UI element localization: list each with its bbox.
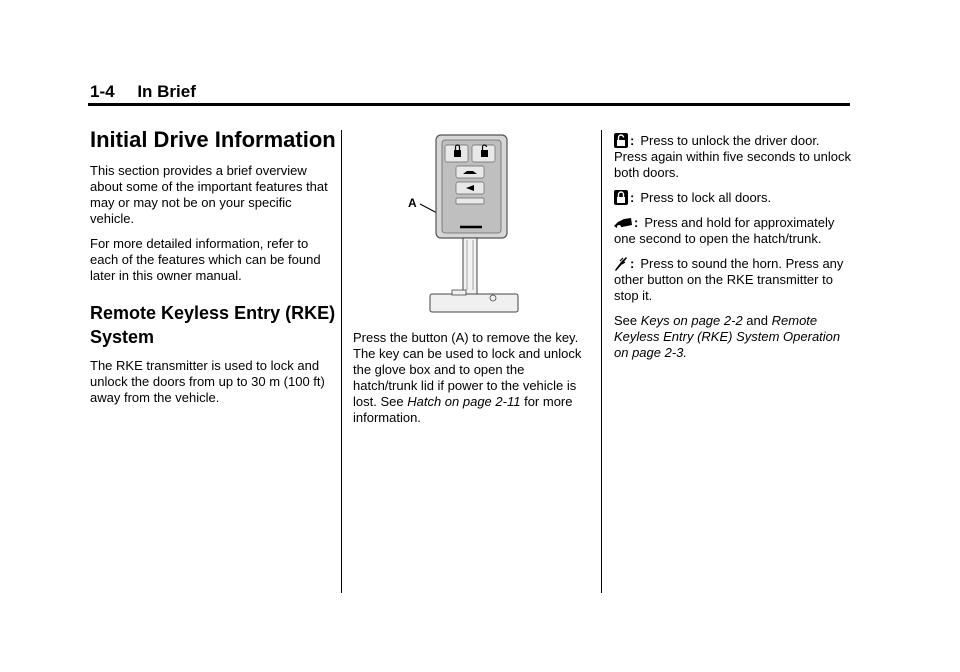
unlock-item: : Press to unlock the driver door. Press again within five seconds to unlock both doors. (614, 133, 852, 180)
keys-link[interactable]: Keys on page 2-2 (640, 313, 743, 328)
info-paragraph: For more detailed information, refer to each of the features which can be found later in this owner manual. (90, 236, 321, 283)
section-title: In Brief (137, 82, 196, 101)
intro-paragraph: This section provides a brief overview about some of the important features that may or may not be on your specific vehicle. (90, 163, 328, 226)
horn-icon (614, 256, 628, 271)
rke-operation-link[interactable]: Remote Keyless Entry (RKE) System Operation on page 2-3 (614, 313, 841, 360)
column-right (614, 133, 854, 370)
column-divider-right (601, 130, 602, 593)
lock-icon (614, 190, 628, 205)
figure-label-a: A (408, 196, 417, 210)
hatch-item: : Press and hold for approximately one second to open the hatch/trunk. (614, 215, 835, 246)
heading-initial-drive: Initial Drive Information (90, 127, 336, 152)
column-middle (353, 330, 585, 435)
column-left (90, 126, 336, 415)
rke-paragraph: The RKE transmitter is used to lock and unlock the doors from up to 30 m (100 ft) away from the vehicle. (90, 358, 325, 405)
horn-item: : Press to sound the horn. Press any other button on the RKE transmitter to stop it. (614, 256, 844, 303)
key-fob-illustration (400, 128, 530, 320)
page-number: 1-4 (90, 82, 115, 101)
unlock-icon (614, 133, 628, 148)
lock-item: : Press to lock all doors. (614, 190, 854, 206)
heading-rke: Remote Keyless Entry (RKE) System (90, 303, 336, 347)
hatch-link[interactable]: Hatch on page 2-11 (407, 394, 521, 409)
see-also-paragraph: See Keys on page 2-2 and Remote Keyless Entry (RKE) System Operation on page 2-3. (614, 313, 841, 360)
key-removal-paragraph: Press the button (A) to remove the key. The key can be used to lock and unlock the glove box and to open the hatch/trunk lid if power to the vehicle is lost. See Hatch on page 2-11 for more information. (353, 330, 582, 425)
header-rule (88, 103, 850, 106)
hatch-icon (614, 215, 632, 230)
column-divider-left (341, 130, 342, 593)
page-header (90, 82, 196, 102)
